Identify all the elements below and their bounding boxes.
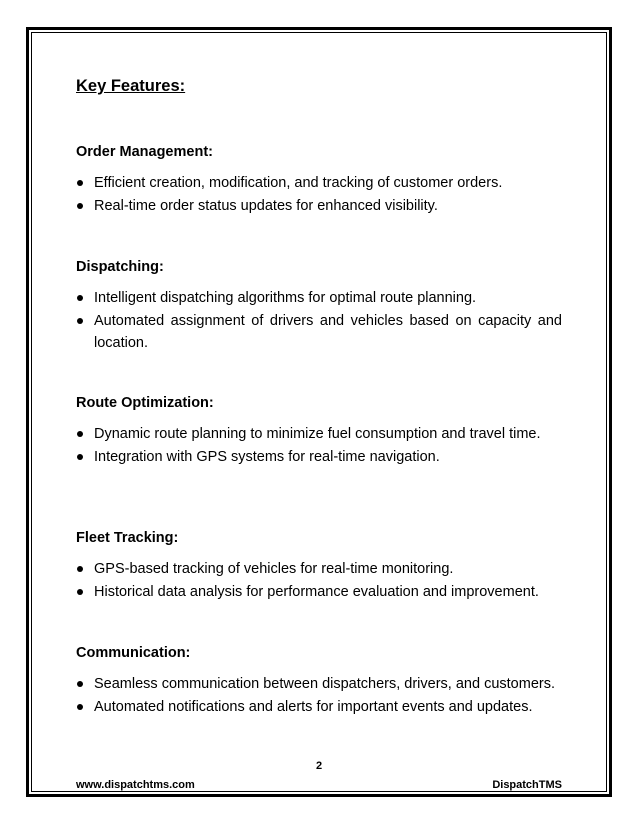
section-route-optimization bbox=[76, 393, 562, 468]
section-title: Dispatching: bbox=[76, 259, 164, 275]
list-item-text: Automated notifications and alerts for important events and updates. bbox=[94, 698, 533, 715]
section-title: Route Optimization: bbox=[76, 395, 214, 411]
list-item bbox=[76, 195, 562, 218]
section-title: Fleet Tracking: bbox=[76, 530, 179, 546]
list-item-text: Dynamic route planning to minimize fuel consumption and travel time. bbox=[94, 426, 541, 442]
list-item bbox=[76, 423, 562, 446]
bullet-list bbox=[76, 172, 562, 217]
list-item-text: GPS-based tracking of vehicles for real-time monitoring. bbox=[94, 561, 454, 577]
list-item bbox=[76, 673, 562, 696]
bullet-icon bbox=[77, 704, 83, 710]
list-item-text: Efficient creation, modification, and tracking of customer orders. bbox=[94, 175, 503, 191]
bullet-icon bbox=[77, 681, 83, 687]
bullet-icon bbox=[77, 180, 83, 186]
section-order-management bbox=[76, 142, 562, 217]
bullet-icon bbox=[77, 318, 83, 324]
list-item bbox=[76, 172, 562, 195]
page-footer bbox=[76, 760, 562, 800]
list-item-text: Automated assignment of drivers and vehicles based on capacity and location. bbox=[94, 312, 562, 351]
section-title: Communication: bbox=[76, 645, 191, 661]
footer-website-link[interactable]: www.dispatchtms.com bbox=[76, 779, 195, 791]
list-item bbox=[76, 446, 562, 469]
list-item-text: Seamless communication between dispatchers, drivers, and customers. bbox=[94, 676, 555, 692]
list-item-text: Historical data analysis for performance evaluation and improvement. bbox=[94, 583, 539, 600]
section-fleet-tracking bbox=[76, 528, 562, 603]
bullet-icon bbox=[77, 454, 83, 460]
list-item-text: Real-time order status updates for enhanced visibility. bbox=[94, 197, 438, 214]
section-title: Order Management: bbox=[76, 144, 213, 160]
page-number: 2 bbox=[315, 760, 323, 772]
bullet-list bbox=[76, 558, 562, 603]
list-item bbox=[76, 287, 562, 310]
bullet-icon bbox=[77, 566, 83, 572]
bullet-list bbox=[76, 673, 562, 718]
bullet-icon bbox=[77, 295, 83, 301]
list-item-text: Integration with GPS systems for real-time navigation. bbox=[94, 448, 440, 465]
bullet-icon bbox=[77, 589, 83, 595]
list-item bbox=[76, 310, 562, 355]
footer-brand: DispatchTMS bbox=[492, 779, 562, 791]
bullet-list bbox=[76, 287, 562, 355]
list-item-text: Intelligent dispatching algorithms for optimal route planning. bbox=[94, 290, 477, 306]
list-item bbox=[76, 558, 562, 581]
bullet-icon bbox=[77, 431, 83, 437]
bullet-list bbox=[76, 423, 562, 468]
section-communication bbox=[76, 643, 562, 718]
section-dispatching bbox=[76, 257, 562, 355]
list-item bbox=[76, 581, 562, 604]
page-heading: Key Features: bbox=[76, 77, 186, 95]
page-content bbox=[76, 75, 562, 715]
bullet-icon bbox=[77, 203, 83, 209]
list-item bbox=[76, 696, 562, 719]
